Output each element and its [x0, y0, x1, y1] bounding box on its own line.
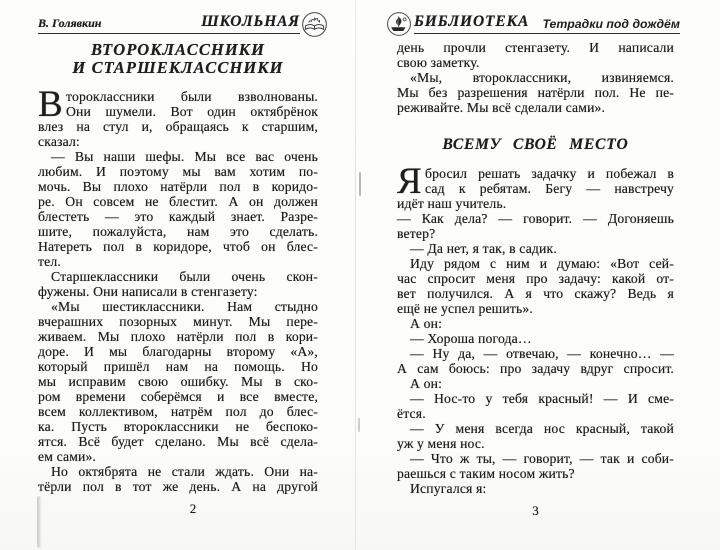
series-word-left: ШКОЛЬНАЯ: [201, 13, 300, 30]
text-line: — Ну да, — отвечаю, — конечно… —: [410, 346, 674, 361]
page-number-right: 3: [532, 503, 539, 518]
drop-cap-left: В: [38, 84, 63, 125]
text-line: Испугался я:: [410, 481, 487, 496]
text-line: «Мы шестиклассники. Нам стыдно: [51, 299, 318, 314]
text-line: свою заметку.: [397, 55, 480, 70]
text-line: Они шумели. Вот один октябрёнок: [66, 104, 318, 119]
author-name: В. Голявкин: [38, 16, 102, 30]
text-line: любим. И поэтому мы вам хотим по-: [38, 164, 318, 179]
text-line: уж у меня нос.: [397, 436, 485, 451]
text-line: влез на стул и, обращаясь к старшим,: [38, 119, 318, 134]
text-line: сад к ребятам. Бегу — навстречу: [425, 181, 674, 196]
text-line: раешься с таким носом жить?: [397, 466, 575, 481]
text-line: шите, пожалуйста, нам это сделать.: [38, 224, 318, 239]
text-line: час спросит меня про задачу: какой от-: [397, 271, 674, 286]
text-line: день прочли стенгазету. И написали: [397, 40, 674, 55]
text-line: идёт наш учитель.: [397, 196, 507, 211]
text-line: ветер?: [397, 226, 436, 241]
text-line: живаем. Мы плохо натёрли пол в кори-: [38, 329, 318, 344]
text-line: Натереть пол в коридоре, чтоб он блес-: [38, 239, 318, 254]
text-line: тёрли пол в тот же день. А на другой: [38, 479, 318, 494]
text-line: ем сами».: [38, 449, 97, 464]
left-page-header: [38, 14, 300, 34]
text-line: вет получился. А я что скажу? Ведь я: [397, 286, 674, 301]
left-page-body: [38, 84, 318, 494]
gutter-mark: [358, 418, 360, 432]
text-line: реживайте. Мы всё сделали сами».: [397, 100, 606, 115]
text-line: ре. Он совсем не блестит. А он должен: [38, 194, 318, 209]
text-line: ром времени соберёмся и все вместе,: [38, 389, 318, 404]
open-book-icon: [301, 11, 328, 38]
right-page-header: [414, 14, 680, 34]
page-gutter-line: [355, 0, 356, 550]
book-title: Тетрадки под дождём: [542, 17, 680, 31]
text-line: сказал:: [38, 134, 80, 149]
text-line: Иду рядом с ним и думаю: «Вот сей-: [410, 256, 674, 271]
text-line: — Хороша погода…: [410, 331, 532, 346]
text-line: — Да нет, я так, в садик.: [410, 241, 557, 256]
gutter-mark: [359, 172, 361, 196]
text-line: мочь. Вы плохо натёрли пол в коридо-: [38, 179, 318, 194]
text-line: доре. И мы благодарны второму «А»,: [38, 344, 318, 359]
text-line: Старшеклассники были очень скон-: [51, 269, 318, 284]
text-line: А он:: [410, 376, 443, 391]
text-line: ётся.: [397, 406, 426, 421]
right-page-intro: [397, 40, 674, 115]
ship-emblem-icon: [386, 11, 412, 37]
drop-cap-right: Я: [397, 161, 422, 202]
text-line: — Нос-то у тебя красный! — И сме-: [410, 391, 674, 406]
text-line: ещё не успел решить».: [397, 301, 533, 316]
section-title: ВСЕМУ СВОЁ МЕСТО: [442, 136, 629, 153]
text-line: — Как дела? — говорит. — Догоняешь: [397, 211, 674, 226]
text-line: ка. Пусть второклассники не беспоко-: [38, 419, 318, 434]
text-line: который пришёл нам на помощь. Но: [38, 359, 318, 374]
text-line: тел.: [38, 254, 61, 269]
text-line: бросил решать задачку и побежал в: [425, 166, 674, 181]
text-line: А сам боюсь: про задачу вдруг спросит.: [397, 361, 674, 376]
text-line: Но октябрята не стали ждать. Они на-: [51, 464, 318, 479]
text-line: тороклассники были взволнованы.: [66, 89, 318, 104]
text-line: «Мы, второклассники, извиняемся.: [410, 70, 674, 85]
text-line: мы исправим свою ошибку. Мы в ско-: [38, 374, 318, 389]
text-line: А он:: [410, 316, 443, 331]
text-line: всем коллективом, натрём пол до блес-: [38, 404, 318, 419]
text-line: фужены. Они написали в стенгазету:: [38, 284, 258, 299]
right-page-body: [397, 161, 674, 496]
text-line: ятся. Всё будет сделано. Мы всё сдела-: [38, 434, 318, 449]
text-line: — У меня всегда нос красный, такой: [410, 421, 674, 436]
story-title: [38, 41, 318, 76]
story-title-line-2: И СТАРШЕКЛАССНИКИ: [72, 57, 284, 77]
series-word-right: БИБЛИОТЕКА: [414, 13, 530, 30]
story-title-line-1: ВТОРОКЛАССНИКИ: [90, 40, 266, 59]
text-line: — Вы наши шефы. Мы все вас очень: [51, 149, 318, 164]
text-line: вчерашних позорных минут. Мы пере-: [38, 314, 318, 329]
page-edge-shadow: [37, 496, 42, 548]
text-line: Мы без разрешения натёрли пол. Не пе-: [397, 85, 674, 100]
text-line: — Что ж ты, — говорит, — так и соби-: [410, 451, 674, 466]
page-number-left: 2: [189, 501, 197, 516]
text-line: блестеть — это каждый знает. Разре-: [38, 209, 318, 224]
